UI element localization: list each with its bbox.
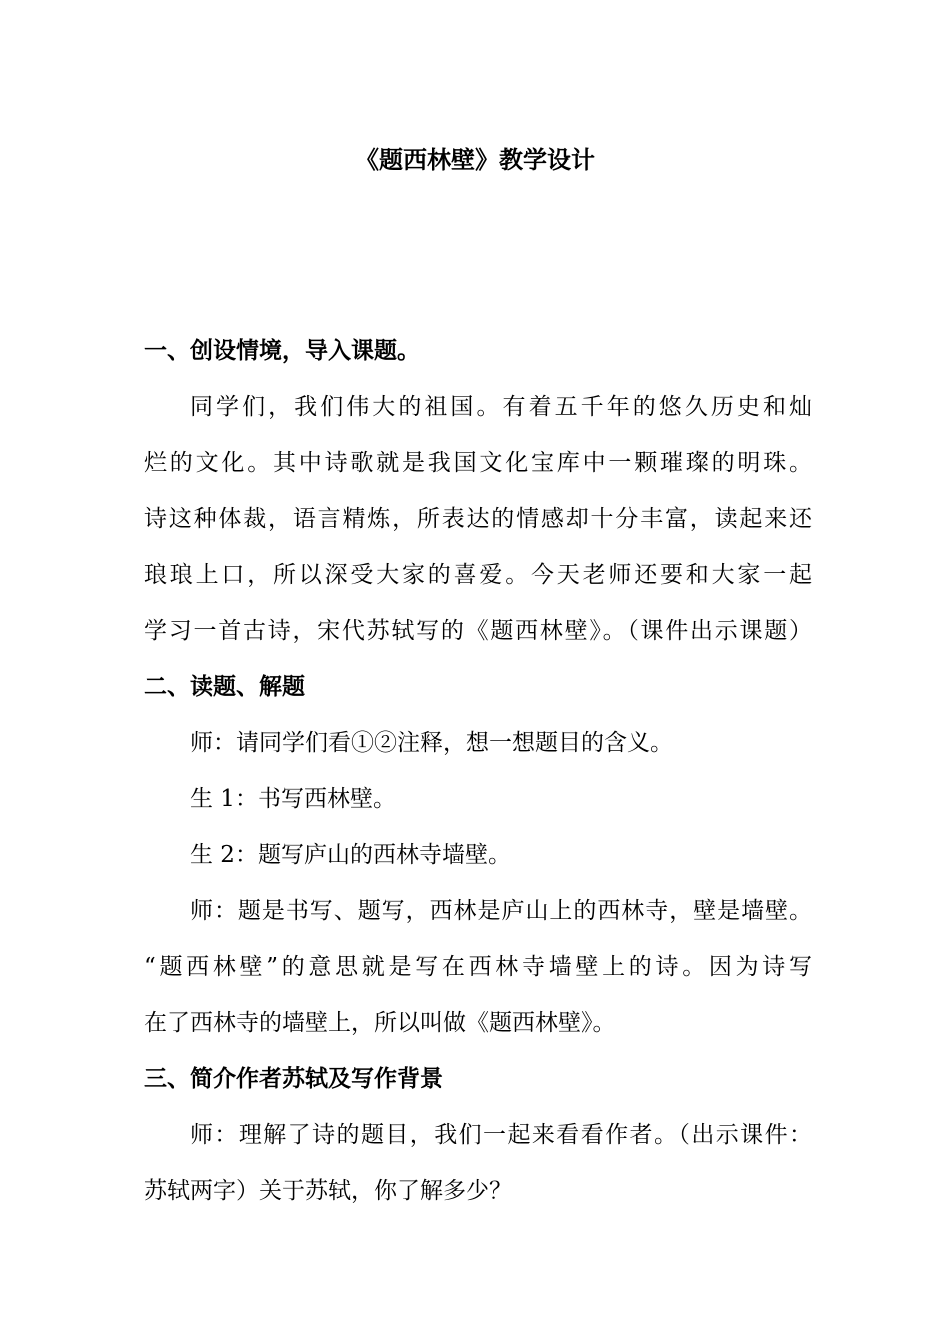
paragraph-teacher-explanation — [144, 883, 812, 1051]
text-line: 诗这种体裁，语言精炼，所表达的情感却十分丰富，读起来还 — [144, 506, 812, 532]
document-body — [144, 323, 812, 1219]
text-line: 烂的文化。其中诗歌就是我国文化宝库中一颗璀璨的明珠。 — [144, 450, 812, 476]
paragraph-author-intro — [144, 1107, 812, 1219]
paragraph-intro — [144, 379, 812, 659]
document-title: 《题西林壁》教学设计 — [355, 146, 595, 174]
section-heading-2: 二、读题、解题 — [144, 674, 305, 700]
section-heading-1: 一、创设情境，导入课题。 — [144, 338, 420, 364]
text-line: 生 1：书写西林壁。 — [190, 786, 396, 812]
text-line: 琅琅上口，所以深受大家的喜爱。今天老师还要和大家一起 — [144, 562, 812, 588]
paragraph-student-1 — [144, 771, 812, 827]
text-line: 生 2：题写庐山的西林寺墙壁。 — [190, 842, 511, 868]
text-line: 苏轼两字）关于苏轼，你了解多少？ — [144, 1178, 512, 1204]
text-line: 学习一首古诗，宋代苏轼写的《题西林壁》。（课件出示课题） — [144, 618, 812, 644]
paragraph-teacher-question — [144, 715, 812, 771]
paragraph-student-2 — [144, 827, 812, 883]
text-line: 在了西林寺的墙壁上，所以叫做《题西林壁》。 — [144, 1010, 616, 1036]
text-line: 师：题是书写、题写，西林是庐山上的西林寺，壁是墙壁。 — [190, 898, 812, 924]
text-line: 师：请同学们看①②注释，想一想题目的含义。 — [190, 730, 673, 756]
text-line: “题西林壁”的意思就是写在西林寺墙壁上的诗。因为诗写 — [144, 954, 812, 980]
text-line: 同学们，我们伟大的祖国。有着五千年的悠久历史和灿 — [190, 394, 812, 420]
section-heading-3: 三、简介作者苏轼及写作背景 — [144, 1066, 443, 1092]
text-line: 师：理解了诗的题目，我们一起来看看作者。（出示课件： — [190, 1122, 812, 1148]
